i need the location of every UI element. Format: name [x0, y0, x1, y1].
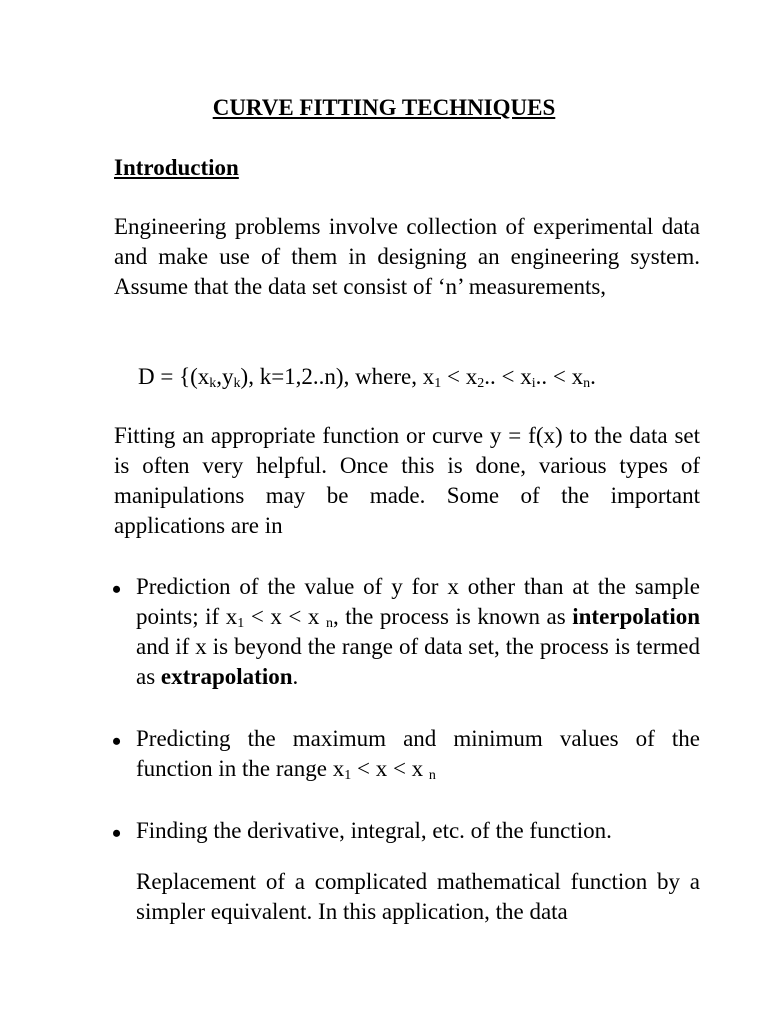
formula-text: .. < x — [535, 364, 584, 389]
bullet-item-extrema — [136, 724, 700, 784]
formula-text: ), k=1,2..n), where, x — [240, 364, 435, 389]
bullet-subscript: n — [428, 768, 436, 783]
bullet-text: and if x is beyond the range of data set, the process is termed as — [136, 634, 700, 689]
section-heading: Introduction — [114, 155, 239, 180]
formula-subscript: 2 — [477, 376, 485, 391]
formula-subscript: k — [233, 376, 241, 391]
formula-text: . — [590, 364, 596, 389]
formula-text: < x — [441, 364, 478, 389]
bullet-icon: • — [112, 575, 122, 604]
intro-paragraph: Engineering problems involve collection of experimental data and make use of them in designing an engineering system. Assume that the data set consist of ‘n’ measurements, — [114, 214, 700, 299]
bullet-text: Prediction of the value of y for x other than at the sample points; if x — [136, 574, 700, 629]
dataset-formula — [138, 362, 596, 392]
formula-subscript: k — [209, 376, 217, 391]
formula-subscript: 1 — [434, 376, 442, 391]
bullet-text: Predicting the maximum and minimum values of the function in the range x — [136, 726, 700, 781]
bullet-text: < x < x — [351, 756, 429, 781]
bullet-text: . — [292, 664, 299, 689]
term-interpolation: interpolation — [572, 604, 701, 629]
bullet-subscript: 1 — [344, 768, 352, 783]
formula-subscript: n — [583, 376, 591, 391]
formula-text: ,y — [216, 364, 234, 389]
applications-paragraph: Fitting an appropriate function or curve y = f(x) to the data set is often very helpful. Once this is done, various types of manipulations may be made. Some of the important applications are in — [114, 423, 700, 538]
formula-text: .. < x — [484, 364, 532, 389]
replacement-paragraph: Replacement of a complicated mathematical function by a simpler equivalent. In this application, the data — [136, 869, 700, 924]
formula-subscript: i — [531, 376, 536, 391]
formula-text: D = {(x — [138, 364, 210, 389]
bullet-text: < x < x — [244, 604, 326, 629]
term-extrapolation: extrapolation — [160, 664, 293, 689]
bullet-item-derivative: Finding the derivative, integral, etc. of the function. — [136, 818, 612, 843]
bullet-text: , the process is known as — [332, 604, 573, 629]
page-title: CURVE FITTING TECHNIQUES — [212, 95, 556, 120]
bullet-subscript: 1 — [237, 616, 245, 631]
bullet-icon: • — [112, 727, 122, 756]
bullet-subscript: n — [325, 616, 333, 631]
bullet-item-interpolation — [136, 572, 700, 692]
bullet-icon: • — [112, 819, 122, 848]
